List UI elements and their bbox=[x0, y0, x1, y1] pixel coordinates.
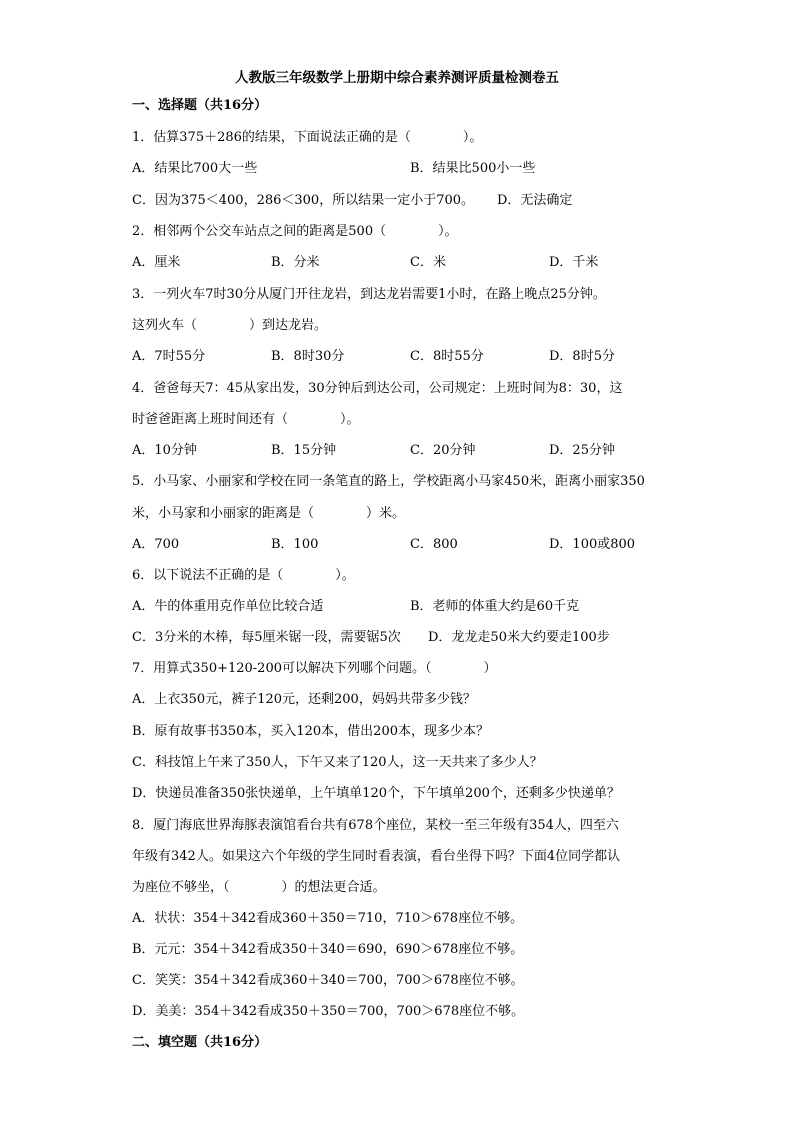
question-7-option-c: C．科技馆上午来了350人，下午又来了120人，这一天共来了多少人？ bbox=[132, 755, 543, 770]
question-8-option-c: C．笑笑：354＋342看成360＋340＝700，700＞678座位不够。 bbox=[132, 973, 524, 988]
question-5-option-d: D．100或800 bbox=[549, 537, 636, 552]
question-1-option-d: D．无法确定 bbox=[497, 193, 573, 208]
question-3-option-a: A．7时55分 bbox=[132, 349, 206, 364]
question-8-option-b: B．元元：354＋342看成350＋340＝690，690＞678座位不够。 bbox=[132, 942, 524, 957]
section-heading-fill-in: 二、填空题（共16分） bbox=[132, 1035, 268, 1050]
question-2-option-a: A．厘米 bbox=[132, 255, 181, 270]
section-heading-choice: 一、选择题（共16分） bbox=[132, 98, 268, 113]
question-1-option-a: A．结果比700大一些 bbox=[132, 161, 258, 176]
question-3-option-b: B．8时30分 bbox=[271, 349, 345, 364]
question-8-stem-line-3: 为座位不够坐，（ ）的想法更合适。 bbox=[132, 880, 386, 895]
question-8-stem-line-1: 8．厦门海底世界海豚表演馆看台共有678个座位，某校一至三年级有354人，四至六 bbox=[132, 818, 619, 833]
question-3-option-c: C．8时55分 bbox=[410, 349, 484, 364]
question-1-stem: 1．估算375＋286的结果，下面说法正确的是（ ）。 bbox=[132, 130, 483, 145]
question-4-option-a: A．10分钟 bbox=[132, 443, 197, 458]
question-5-stem-line-2: 米，小马家和小丽家的距离是（ ）米。 bbox=[132, 506, 406, 521]
question-7-stem: 7．用算式350+120-200可以解决下列哪个问题。（ ） bbox=[132, 661, 497, 676]
question-5-stem-line-1: 5．小马家、小丽家和学校在同一条笔直的路上，学校距离小马家450米，距离小丽家350 bbox=[132, 474, 645, 489]
question-3-stem-line-2: 这列火车（ ）到达龙岩。 bbox=[132, 318, 328, 333]
question-6-option-c: C．3分米的木棒，每5厘米锯一段，需要锯5次 bbox=[132, 630, 401, 645]
question-2-stem: 2．相邻两个公交车站点之间的距离是500（ ）。 bbox=[132, 224, 458, 239]
question-7-option-d: D．快递员准备350张快递单，上午填单120个，下午填单200个，还剩多少快递单？ bbox=[132, 786, 620, 801]
question-4-stem-line-2: 时爸爸距离上班时间还有（ ）。 bbox=[132, 412, 360, 427]
question-5-option-b: B．100 bbox=[271, 537, 319, 552]
question-8-stem-line-2: 年级有342人。如果这六个年级的学生同时看表演，看台坐得下吗？下面4位同学都认 bbox=[132, 849, 621, 864]
question-6-option-a: A．牛的体重用克作单位比较合适 bbox=[132, 599, 324, 614]
question-6-option-d: D．龙龙走50米大约要走100步 bbox=[428, 630, 610, 645]
question-1-option-b: B．结果比500小一些 bbox=[410, 161, 536, 176]
question-5-option-a: A．700 bbox=[132, 537, 180, 552]
question-6-option-b: B．老师的体重大约是60千克 bbox=[410, 599, 580, 614]
question-2-option-b: B．分米 bbox=[271, 255, 320, 270]
question-2-option-d: D．千米 bbox=[549, 255, 599, 270]
question-4-option-b: B．15分钟 bbox=[271, 443, 337, 458]
question-3-option-d: D．8时5分 bbox=[549, 349, 615, 364]
question-8-option-a: A．状状：354＋342看成360＋350＝710，710＞678座位不够。 bbox=[132, 911, 524, 926]
question-6-stem: 6．以下说法不正确的是（ ）。 bbox=[132, 568, 355, 583]
question-5-option-c: C．800 bbox=[410, 537, 458, 552]
question-1-option-c: C．因为375＜400，286＜300，所以结果一定小于700。 bbox=[132, 193, 475, 208]
question-4-option-c: C．20分钟 bbox=[410, 443, 476, 458]
question-7-option-b: B．原有故事书350本，买入120本，借出200本，现多少本？ bbox=[132, 724, 489, 739]
question-3-stem-line-1: 3．一列火车7时30分从厦门开往龙岩，到达龙岩需要1小时，在路上晚点25分钟。 bbox=[132, 287, 606, 302]
question-4-stem-line-1: 4．爸爸每天7：45从家出发，30分钟后到达公司，公司规定：上班时间为8：30，这 bbox=[132, 381, 623, 396]
question-7-option-a: A．上衣350元，裤子120元，还剩200，妈妈共带多少钱？ bbox=[132, 692, 476, 707]
question-2-option-c: C．米 bbox=[410, 255, 446, 270]
page-title: 人教版三年级数学上册期中综合素养测评质量检测卷五 bbox=[235, 70, 559, 86]
question-4-option-d: D．25分钟 bbox=[549, 443, 615, 458]
question-8-option-d: D．美美：354＋342看成350＋350＝700，700＞678座位不够。 bbox=[132, 1004, 525, 1019]
